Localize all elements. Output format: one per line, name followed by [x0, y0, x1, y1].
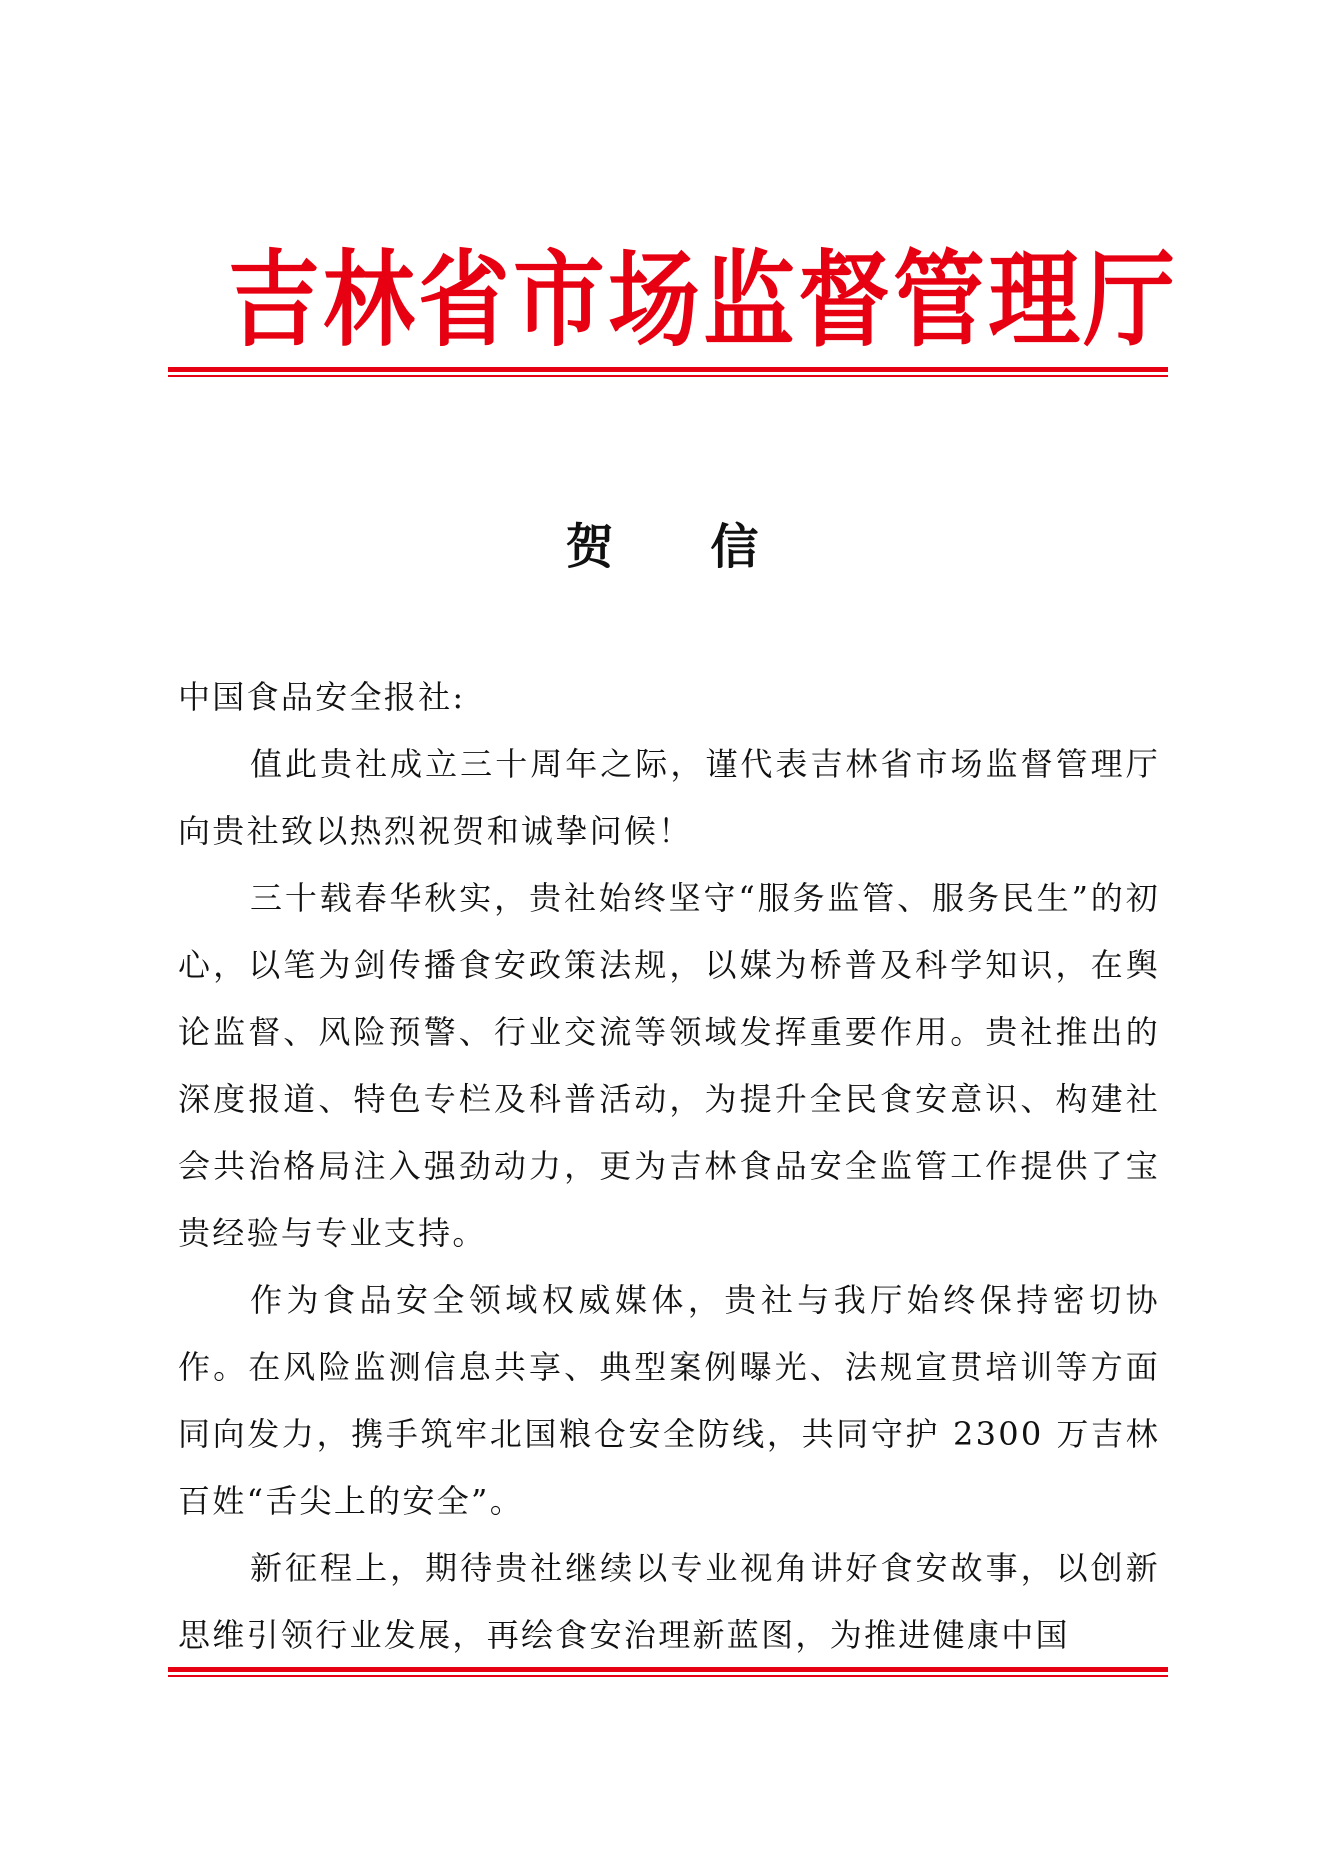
footer-red-rule	[168, 1667, 1168, 1677]
paragraph-cooperation: 作为食品安全领域权威媒体，贵社与我厅始终保持密切协作。在风险监测信息共享、典型案例曝光、法规宣贯培训等方面同向发力，携手筑牢北国粮仓安全防线，共同守护 2300 万吉林百姓“舌尖上的安全”。	[178, 1281, 1160, 1520]
footer-rule-thin	[168, 1675, 1168, 1677]
letterhead-red-rule	[168, 367, 1168, 377]
paragraph-greeting: 值此贵社成立三十周年之际，谨代表吉林省市场监督管理厅向贵社致以热烈祝贺和诚挚问候！	[178, 745, 1160, 850]
paragraph-expectation: 新征程上，期待贵社继续以专业视角讲好食安故事，以创新思维引领行业发展，再绘食安治理新蓝图，为推进健康中国	[178, 1549, 1160, 1654]
letterhead-title: 吉林省市场监督管理厅	[228, 238, 1179, 361]
paragraph-achievements: 三十载春华秋实，贵社始终坚守“服务监管、服务民生”的初心，以笔为剑传播食安政策法规，以媒为桥普及科学知识，在舆论监督、风险预警、行业交流等领域发挥重要作用。贵社推出的深度报道、特色专栏及科普活动，为提升全民食安意识、构建社会共治格局注入强劲动力，更为吉林食品安全监管工作提供了宝贵经验与专业支持。	[178, 879, 1160, 1252]
red-rule-thick	[168, 367, 1168, 372]
footer-rule-thick	[168, 1667, 1168, 1672]
document-title: 贺 信	[565, 519, 799, 575]
salutation: 中国食品安全报社:	[178, 678, 466, 716]
letter-body	[178, 664, 1160, 1669]
red-rule-thin	[168, 375, 1168, 377]
